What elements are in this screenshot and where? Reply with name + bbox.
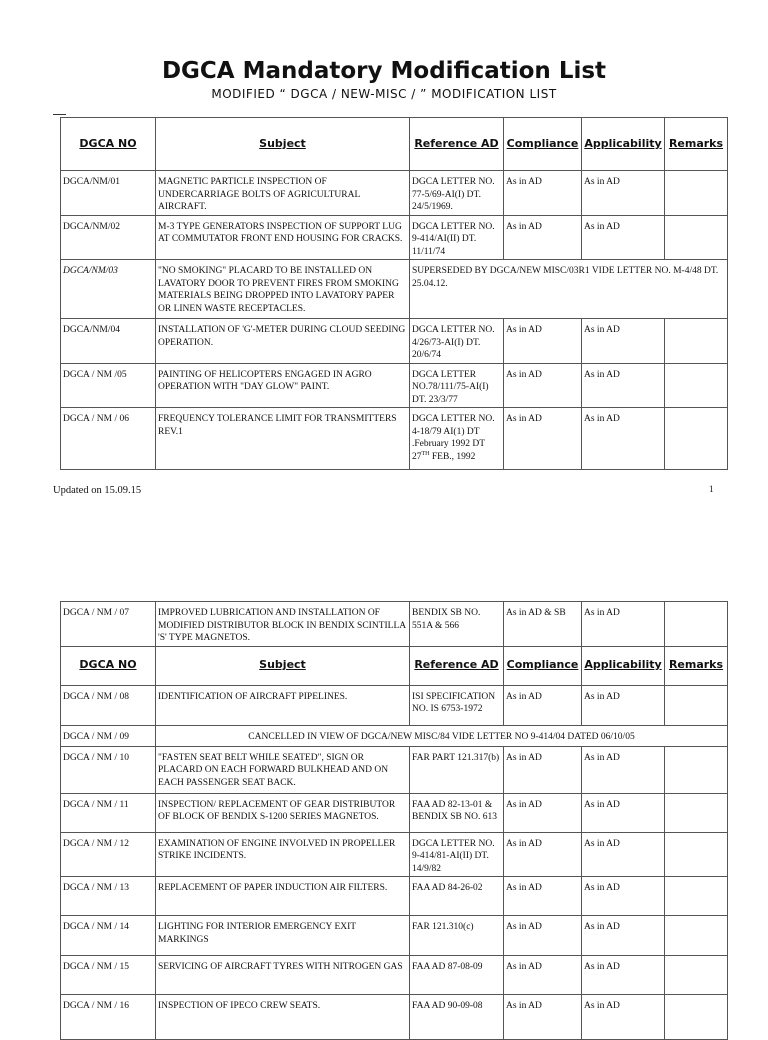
cell-reference: BENDIX SB NO. 551A & 566	[410, 602, 504, 647]
page-number: 1	[709, 484, 714, 494]
cell-dgca-no: DGCA / NM / 10	[61, 746, 156, 793]
table-row	[61, 916, 728, 956]
cell-reference: DGCA LETTER NO. 9-414/81-AI(II) DT. 14/9/82	[410, 832, 504, 877]
cell-dgca-no: DGCA / NM / 16	[61, 995, 156, 1040]
ref-text-b: FEB., 1992	[429, 451, 476, 462]
table-row	[61, 685, 728, 725]
cell-reference: FAA AD 90-09-08	[410, 995, 504, 1040]
document-subtitle: MODIFIED “ DGCA / NEW-MISC / ” MODIFICATION LIST	[211, 87, 557, 101]
modification-table-page2	[60, 601, 728, 1040]
cell-remarks	[665, 171, 728, 216]
cell-compliance: As in AD & SB	[504, 602, 582, 647]
cell-reference: DGCA LETTER NO.78/111/75-AI(I) DT. 23/3/77	[410, 363, 504, 408]
cell-compliance: As in AD	[504, 408, 582, 470]
cell-applicability: As in AD	[582, 995, 665, 1040]
table-row	[61, 260, 728, 319]
table-row	[61, 832, 728, 877]
cell-remarks	[665, 877, 728, 916]
table-row	[61, 725, 728, 746]
table-header-row	[61, 646, 728, 685]
cell-compliance: As in AD	[504, 171, 582, 216]
table-row	[61, 956, 728, 995]
table-row	[61, 408, 728, 470]
cell-compliance: As in AD	[504, 916, 582, 956]
cell-remarks	[665, 793, 728, 832]
cell-dgca-no: DGCA / NM / 15	[61, 956, 156, 995]
cell-subject: SERVICING OF AIRCRAFT TYRES WITH NITROGEN GAS	[156, 956, 410, 995]
cell-compliance: As in AD	[504, 215, 582, 260]
cell-subject: INSPECTION/ REPLACEMENT OF GEAR DISTRIBUTOR OF BLOCK OF BENDIX S-1200 SERIES MAGNETOS.	[156, 793, 410, 832]
cell-compliance: As in AD	[504, 793, 582, 832]
col-header-remarks: Remarks	[665, 646, 728, 685]
cell-applicability: As in AD	[582, 363, 665, 408]
cell-compliance: As in AD	[504, 746, 582, 793]
cell-compliance: As in AD	[504, 685, 582, 725]
cell-remarks	[665, 746, 728, 793]
ref-text-a: DGCA LETTER NO. 4-18/79 AI(1) DT .February 1992 DT 27	[412, 414, 495, 462]
col-header-subject: Subject	[156, 118, 410, 171]
cell-applicability: As in AD	[582, 832, 665, 877]
table-row	[61, 319, 728, 364]
cell-subject: "NO SMOKING" PLACARD TO BE INSTALLED ON LAVATORY DOOR TO PREVENT FIRES FROM SMOKING MATERIALS BEING DROPPED INTO LAVATORY PAPER OR LINEN WASTE RECEPTACLES.	[156, 260, 410, 319]
cell-remarks	[665, 832, 728, 877]
cell-reference	[410, 408, 504, 470]
cell-dgca-no: DGCA / NM / 12	[61, 832, 156, 877]
cell-dgca-no: DGCA/NM/04	[61, 319, 156, 364]
cell-remarks	[665, 995, 728, 1040]
cell-compliance: As in AD	[504, 995, 582, 1040]
cell-dgca-no: DGCA/NM/01	[61, 171, 156, 216]
cell-dgca-no: DGCA / NM / 07	[61, 602, 156, 647]
document-title: DGCA Mandatory Modification List	[161, 58, 607, 84]
cell-remarks	[665, 685, 728, 725]
cell-applicability: As in AD	[582, 793, 665, 832]
cell-reference: FAR 121.310(c)	[410, 916, 504, 956]
cell-subject: INSPECTION OF IPECO CREW SEATS.	[156, 995, 410, 1040]
table-row	[61, 363, 728, 408]
table-row	[61, 995, 728, 1040]
cell-compliance: As in AD	[504, 319, 582, 364]
cell-remarks	[665, 215, 728, 260]
col-header-dgca-no: DGCA NO	[61, 118, 156, 171]
cell-remarks	[665, 956, 728, 995]
modification-table-page1	[60, 117, 728, 470]
cell-dgca-no: DGCA / NM / 14	[61, 916, 156, 956]
cell-dgca-no: DGCA / NM /05	[61, 363, 156, 408]
cell-reference: FAR PART 121.317(b)	[410, 746, 504, 793]
cell-applicability: As in AD	[582, 877, 665, 916]
cell-subject: FREQUENCY TOLERANCE LIMIT FOR TRANSMITTERS REV.1	[156, 408, 410, 470]
table-row	[61, 746, 728, 793]
col-header-remarks: Remarks	[665, 118, 728, 171]
cell-applicability: As in AD	[582, 215, 665, 260]
cell-subject: EXAMINATION OF ENGINE INVOLVED IN PROPELLER STRIKE INCIDENTS.	[156, 832, 410, 877]
table-row	[61, 215, 728, 260]
table-row	[61, 602, 728, 647]
col-header-dgca-no: DGCA NO	[61, 646, 156, 685]
cell-subject: INSTALLATION OF 'G'-METER DURING CLOUD SEEDING OPERATION.	[156, 319, 410, 364]
cell-applicability: As in AD	[582, 746, 665, 793]
cell-reference: ISI SPECIFICATION NO. IS 6753-1972	[410, 685, 504, 725]
cell-compliance: As in AD	[504, 832, 582, 877]
cell-reference: FAA AD 82-13-01 & BENDIX SB NO. 613	[410, 793, 504, 832]
cell-subject: M-3 TYPE GENERATORS INSPECTION OF SUPPORT LUG AT COMMUTATOR FRONT END HOUSING FOR CRACKS.	[156, 215, 410, 260]
cell-applicability: As in AD	[582, 685, 665, 725]
cell-remarks	[665, 408, 728, 470]
cell-subject: REPLACEMENT OF PAPER INDUCTION AIR FILTERS.	[156, 877, 410, 916]
cell-subject: IDENTIFICATION OF AIRCRAFT PIPELINES.	[156, 685, 410, 725]
cell-applicability: As in AD	[582, 171, 665, 216]
cell-compliance: As in AD	[504, 363, 582, 408]
cell-compliance: As in AD	[504, 877, 582, 916]
cell-applicability: As in AD	[582, 916, 665, 956]
cell-reference: DGCA LETTER NO. 4/26/73-AI(I) DT. 20/6/74	[410, 319, 504, 364]
cell-dgca-no: DGCA / NM / 08	[61, 685, 156, 725]
cell-applicability: As in AD	[582, 602, 665, 647]
cell-dgca-no: DGCA/NM/03	[61, 260, 156, 319]
cell-compliance: As in AD	[504, 956, 582, 995]
cell-reference: FAA AD 87-08-09	[410, 956, 504, 995]
cell-applicability: As in AD	[582, 408, 665, 470]
cell-reference: DGCA LETTER NO. 9-414/AI(II) DT. 11/11/74	[410, 215, 504, 260]
updated-date: Updated on 15.09.15	[53, 485, 142, 496]
table-row	[61, 793, 728, 832]
ref-superscript: TH	[421, 450, 430, 457]
cell-superseded-note: SUPERSEDED BY DGCA/NEW MISC/03R1 VIDE LETTER NO. M-4/48 DT. 25.04.12.	[410, 260, 728, 319]
col-header-subject: Subject	[156, 646, 410, 685]
cell-remarks	[665, 319, 728, 364]
cell-subject: IMPROVED LUBRICATION AND INSTALLATION OF MODIFIED DISTRIBUTOR BLOCK IN BENDIX SCINTILLA 'S' TYPE MAGNETOS.	[156, 602, 410, 647]
col-header-compliance: Compliance	[504, 646, 582, 685]
cell-dgca-no: DGCA / NM / 06	[61, 408, 156, 470]
table-header-row	[61, 118, 728, 171]
cell-subject: LIGHTING FOR INTERIOR EMERGENCY EXIT MARKINGS	[156, 916, 410, 956]
cell-remarks	[665, 602, 728, 647]
col-header-reference-ad: Reference AD	[410, 118, 504, 171]
col-header-reference-ad: Reference AD	[410, 646, 504, 685]
cell-cancelled-note: CANCELLED IN VIEW OF DGCA/NEW MISC/84 VIDE LETTER NO 9-414/04 DATED 06/10/05	[156, 725, 728, 746]
cell-reference: FAA AD 84-26-02	[410, 877, 504, 916]
cell-remarks	[665, 916, 728, 956]
cell-dgca-no: DGCA / NM / 13	[61, 877, 156, 916]
col-header-applicability: Applicability	[582, 118, 665, 171]
cell-subject: MAGNETIC PARTICLE INSPECTION OF UNDERCARRIAGE BOLTS OF AGRICULTURAL AIRCRAFT.	[156, 171, 410, 216]
header-mark	[53, 114, 66, 115]
cell-dgca-no: DGCA / NM / 11	[61, 793, 156, 832]
cell-dgca-no: DGCA/NM/02	[61, 215, 156, 260]
cell-applicability: As in AD	[582, 319, 665, 364]
col-header-compliance: Compliance	[504, 118, 582, 171]
table-row	[61, 171, 728, 216]
cell-remarks	[665, 363, 728, 408]
table-row	[61, 877, 728, 916]
col-header-applicability: Applicability	[582, 646, 665, 685]
cell-applicability: As in AD	[582, 956, 665, 995]
cell-subject: "FASTEN SEAT BELT WHILE SEATED", SIGN OR PLACARD ON EACH FORWARD BULKHEAD AND ON EACH PASSENGER SEAT BACK.	[156, 746, 410, 793]
cell-reference: DGCA LETTER NO. 77-5/69-AI(I) DT. 24/5/1969.	[410, 171, 504, 216]
cell-dgca-no: DGCA / NM / 09	[61, 725, 156, 746]
cell-subject: PAINTING OF HELICOPTERS ENGAGED IN AGRO OPERATION WITH "DAY GLOW" PAINT.	[156, 363, 410, 408]
